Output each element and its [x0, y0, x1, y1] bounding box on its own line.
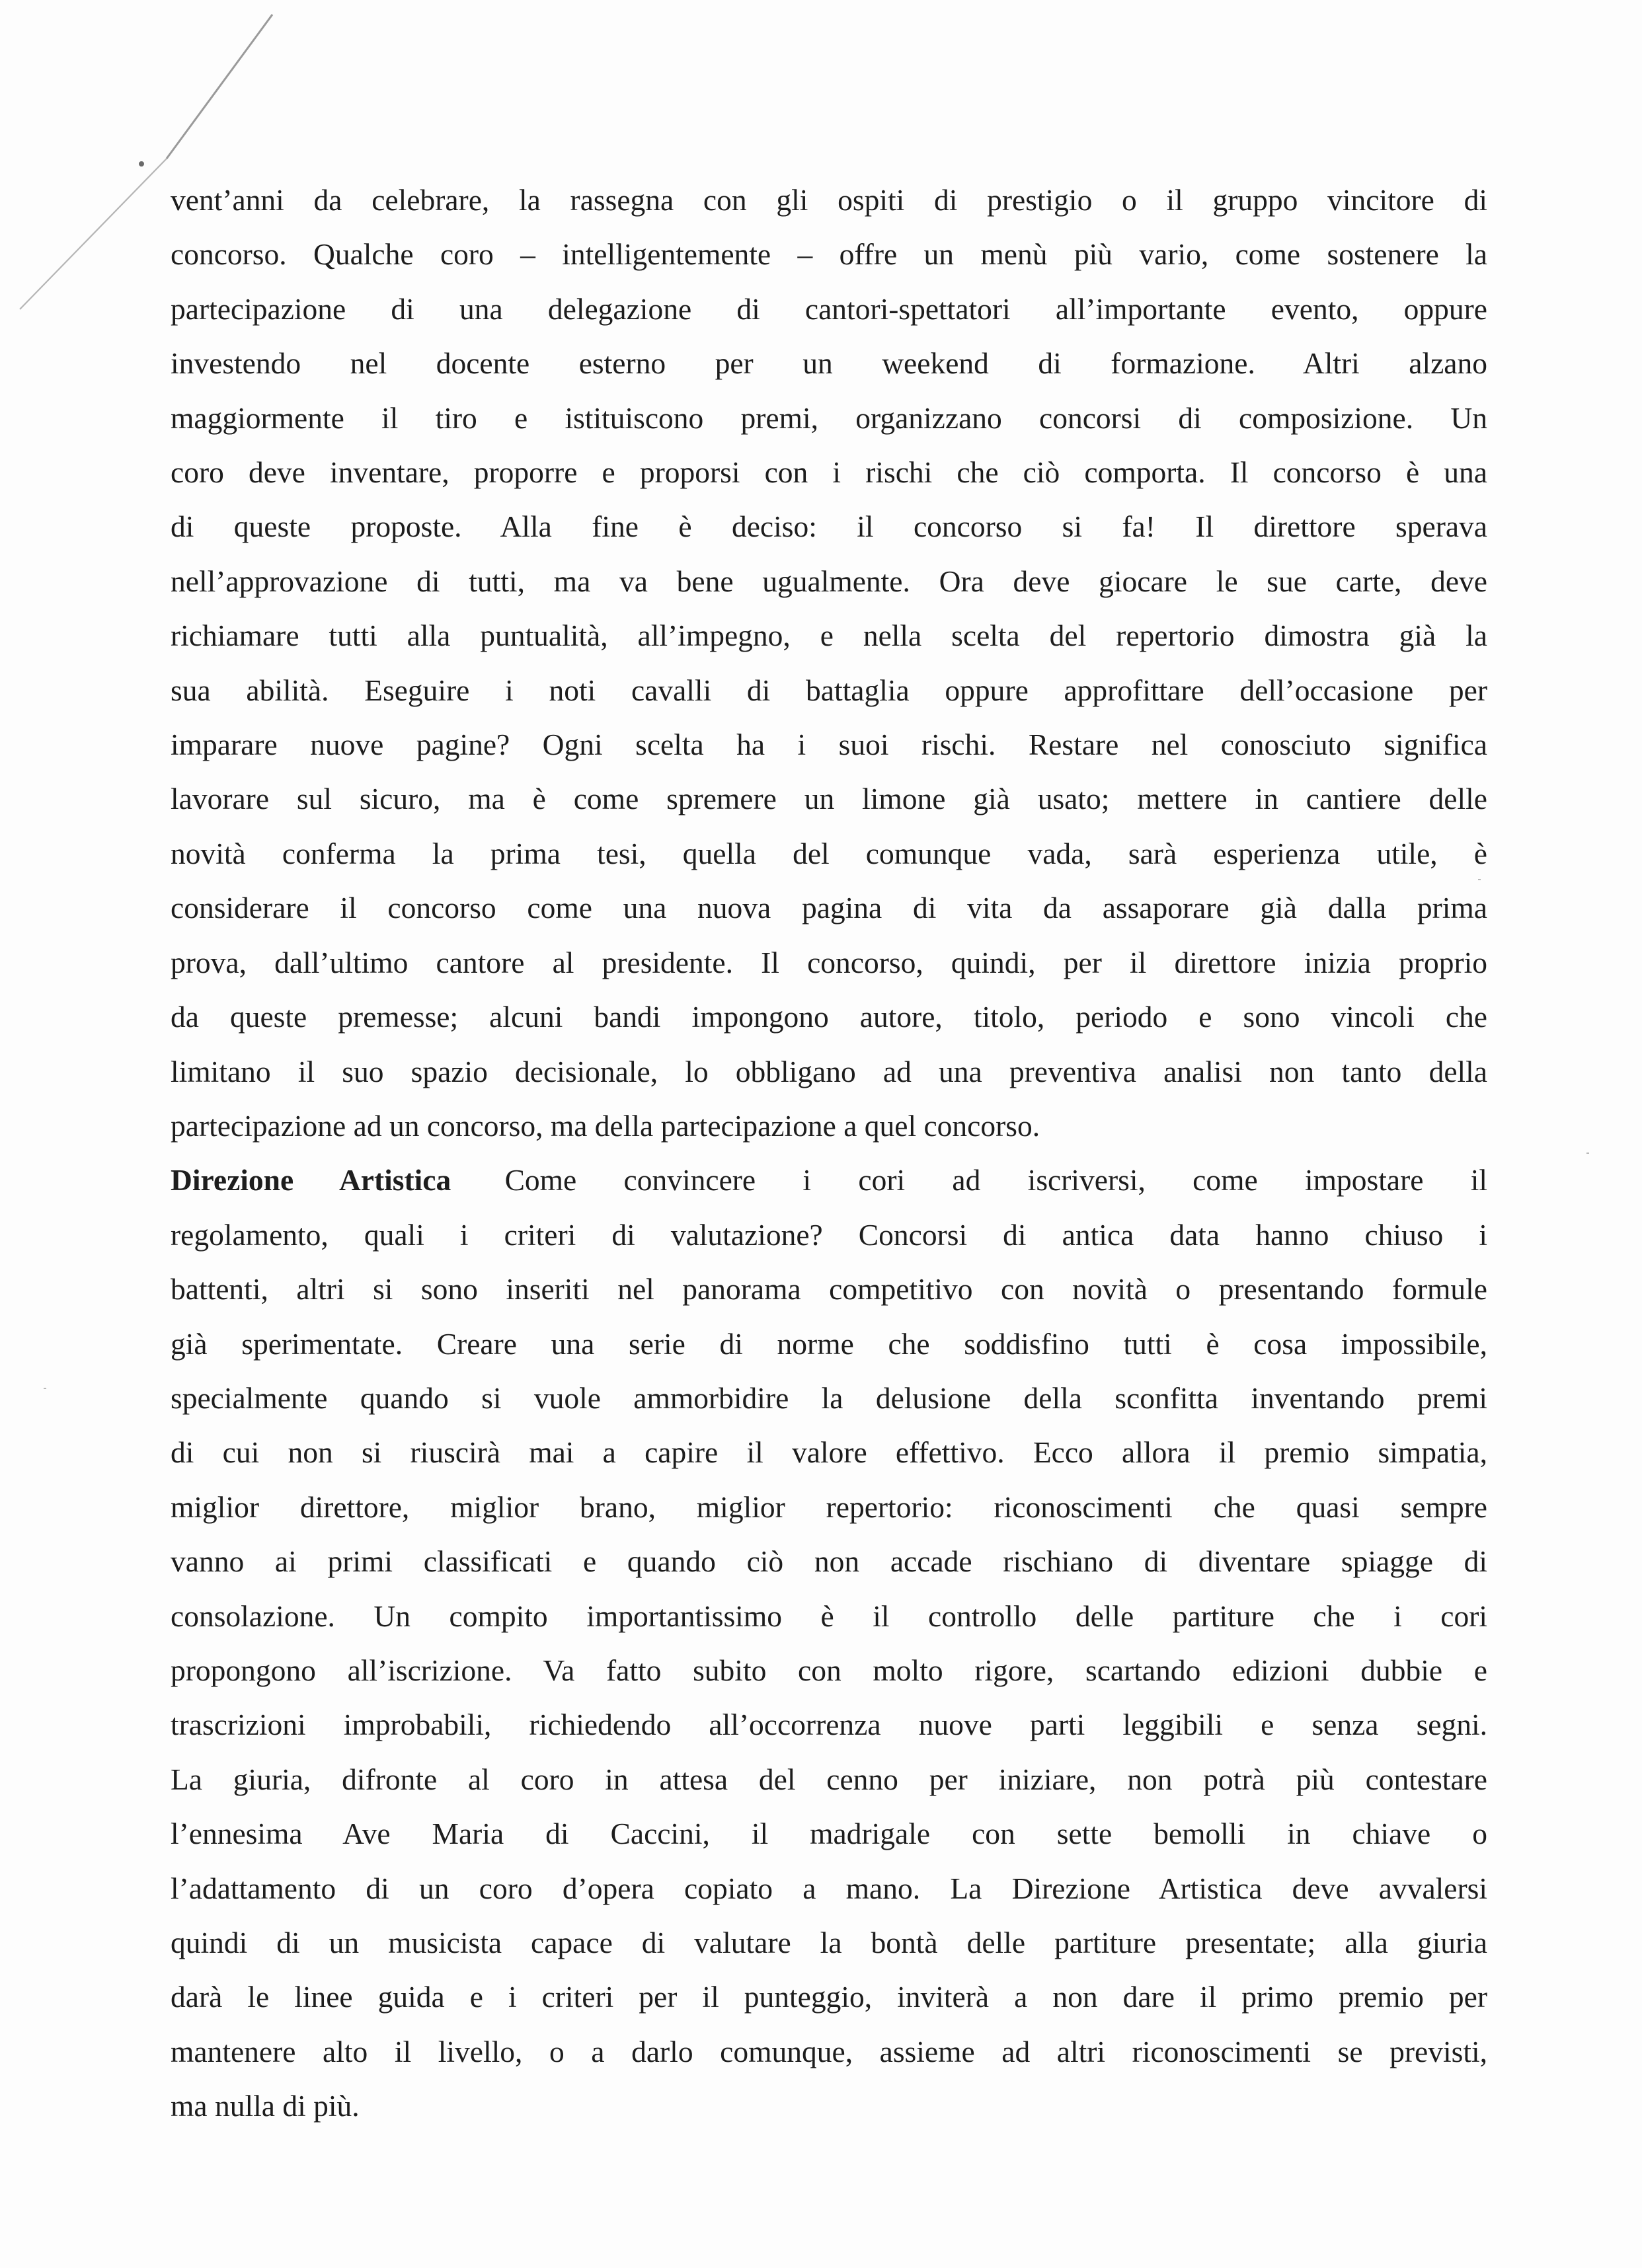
text-line: specialmente quando si vuole ammorbidire la delusione della sconfitta inventando premi	[171, 1380, 1487, 1415]
text-line: vent’anni da celebrare, la rassegna con gli ospiti di prestigio o il gruppo vincitore di	[171, 183, 1487, 217]
scan-line	[167, 15, 272, 159]
text-line: novità conferma la prima tesi, quella del comunque vada, sarà esperienza utile, è	[171, 836, 1487, 870]
text-line: prova, dall’ultimo cantore al presidente. Il concorso, quindi, per il direttore inizia proprio	[171, 945, 1487, 979]
scan-line-lower	[20, 159, 167, 309]
text-line: limitano il suo spazio decisionale, lo obbligano ad una preventiva analisi non tanto della	[171, 1054, 1487, 1088]
text-line: La giuria, difronte al coro in attesa del cenno per iniziare, non potrà più contestare	[171, 1762, 1487, 1796]
paragraph-2	[171, 1153, 1487, 2133]
text-line: l’ennesima Ave Maria di Caccini, il madrigale con sette bemolli in chiave o	[171, 1817, 1487, 1851]
text-line: di cui non si riuscirà mai a capire il valore effettivo. Ecco allora il premio simpatia,	[171, 1435, 1487, 1470]
text-line: vanno ai primi classificati e quando ciò non accade rischiano di diventare spiagge di	[171, 1544, 1487, 1579]
text-line: quindi di un musicista capace di valutare la bontà delle partiture presentate; alla giuria	[171, 1926, 1487, 1959]
text-line: propongono all’iscrizione. Va fatto subito con molto rigore, scartando edizioni dubbie e	[171, 1653, 1487, 1687]
text-line: considerare il concorso come una nuova pagina di vita da assaporare già dalla prima	[171, 891, 1487, 925]
text-line: consolazione. Un compito importantissimo è il controllo delle partiture che i cori	[171, 1599, 1487, 1633]
paragraph-1	[171, 173, 1487, 1153]
text-line: nell’approvazione di tutti, ma va bene ugualmente. Ora deve giocare le sue carte, deve	[171, 564, 1487, 598]
text-line: lavorare sul sicuro, ma è come spremere un limone già usato; mettere in cantiere delle	[171, 782, 1487, 816]
text-line: maggiormente il tiro e istituiscono premi, organizzano concorsi di composizione. Un	[171, 400, 1487, 435]
text-line: darà le linee guida e i criteri per il punteggio, inviterà a non dare il primo premio per	[171, 1980, 1487, 2014]
body-text	[171, 173, 1487, 2134]
text-line: imparare nuove pagine? Ogni scelta ha i suoi rischi. Restare nel conosciuto significa	[171, 728, 1487, 762]
text-line: coro deve inventare, proporre e proporsi con i rischi che ciò comporta. Il concorso è una	[171, 455, 1487, 490]
section-heading: Direzione Artistica	[171, 1163, 451, 1197]
text-line: Come convincere i cori ad iscriversi, come impostare il	[504, 1163, 1488, 1197]
text-line: richiamare tutti alla puntualità, all’impegno, e nella scelta del repertorio dimostra già la	[171, 619, 1487, 653]
text-line: già sperimentate. Creare una serie di norme che soddisfino tutti è cosa impossibile,	[171, 1326, 1487, 1361]
text-line: ma nulla di più.	[171, 2089, 360, 2123]
text-line: mantenere alto il livello, o a darlo comunque, assieme ad altri riconoscimenti se previsti,	[171, 2034, 1487, 2068]
text-line: sua abilità. Eseguire i noti cavalli di battaglia oppure approfittare dell’occasione per	[171, 673, 1487, 707]
text-line: miglior direttore, miglior brano, miglior repertorio: riconoscimenti che quasi sempre	[171, 1490, 1487, 1524]
scan-dot	[139, 161, 144, 167]
text-line: battenti, altri si sono inseriti nel panorama competitivo con novità o presentando formule	[171, 1272, 1487, 1306]
scan-speck	[1586, 1153, 1589, 1154]
text-line: partecipazione di una delegazione di cantori-spettatori all’importante evento, oppure	[171, 291, 1487, 326]
text-line: trascrizioni improbabili, richiedendo all’occorrenza nuove parti leggibili e senza segni.	[171, 1708, 1487, 1742]
scan-speck	[44, 1388, 46, 1389]
text-line: l’adattamento di un coro d’opera copiato a mano. La Direzione Artistica deve avvalersi	[171, 1871, 1487, 1905]
text-line: investendo nel docente esterno per un weekend di formazione. Altri alzano	[171, 346, 1487, 381]
text-line: concorso. Qualche coro – intelligentemente – offre un menù più vario, come sostenere la	[171, 237, 1487, 272]
heading-line	[171, 1153, 1487, 1207]
text-line: da queste premesse; alcuni bandi impongono autore, titolo, periodo e sono vincoli che	[171, 1000, 1487, 1034]
text-line: partecipazione ad un concorso, ma della partecipazione a quel concorso.	[171, 1108, 1040, 1143]
text-line: regolamento, quali i criteri di valutazione? Concorsi di antica data hanno chiuso i	[171, 1217, 1487, 1252]
text-line: di queste proposte. Alla fine è deciso: il concorso si fa! Il direttore sperava	[171, 510, 1487, 544]
